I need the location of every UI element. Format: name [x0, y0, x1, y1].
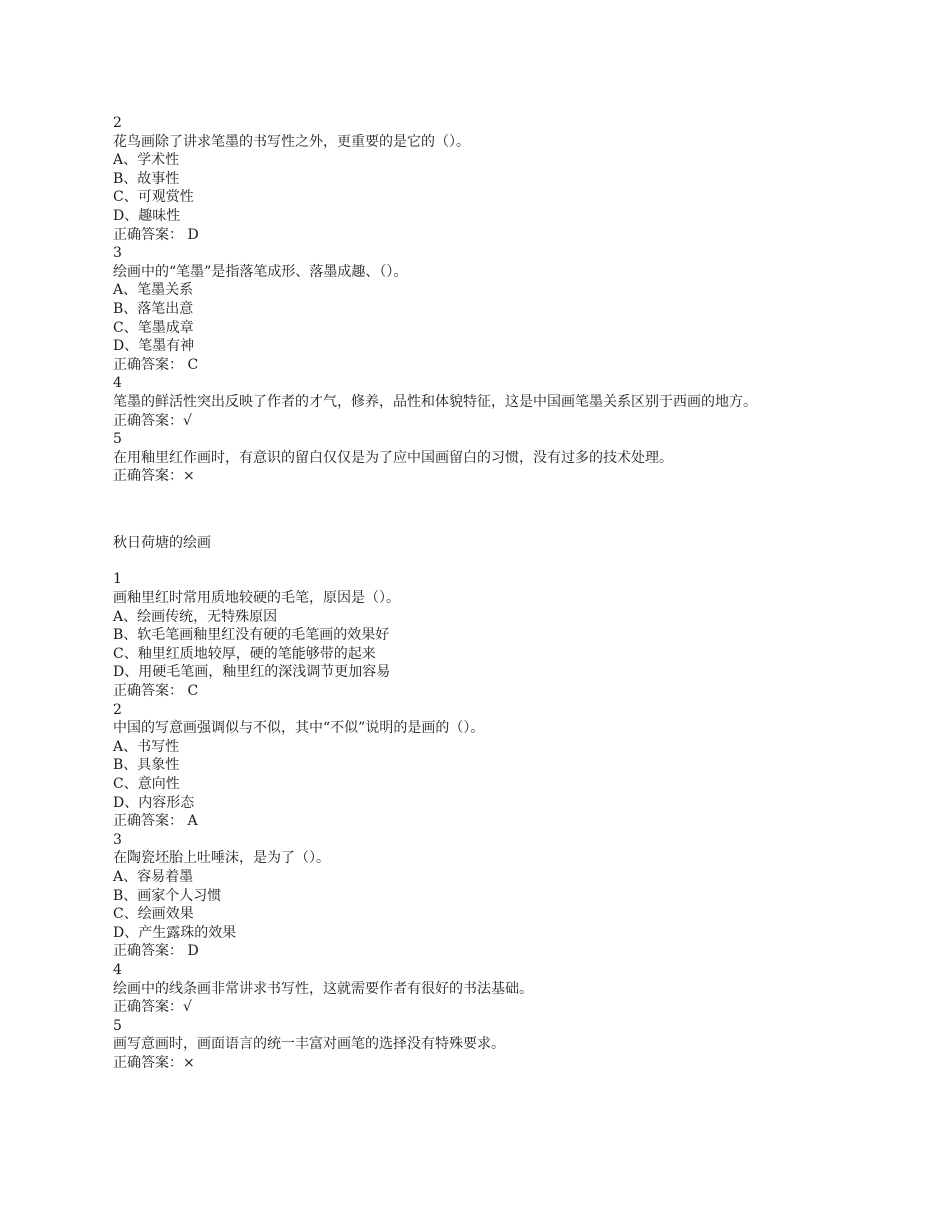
correct-answer: 正确答案： A [113, 813, 198, 830]
answer-option: B、软毛笔画釉里红没有硬的毛笔画的效果好 [113, 627, 390, 644]
question-number: 3 [113, 831, 122, 848]
question-stem: 画釉里红时常用质地较硬的毛笔，原因是（）。 [113, 590, 400, 607]
document-page [113, 114, 843, 1073]
question-block [113, 430, 843, 486]
answer-option: A、绘画传统，无特殊原因 [113, 608, 278, 625]
answer-option: A、学术性 [113, 152, 180, 169]
question-block [113, 701, 843, 831]
question-block [113, 961, 843, 1017]
question-stem: 笔墨的鲜活性突出反映了作者的才气，修养，品性和体貌特征，这是中国画笔墨关系区别于西画的地方。 [113, 393, 757, 410]
correct-answer: 正确答案：× [113, 1054, 195, 1071]
question-section-2 [113, 570, 843, 1072]
question-stem: 绘画中的线条画非常讲求书写性，这就需要作者有很好的书法基础。 [113, 980, 533, 997]
answer-option: D、内容形态 [113, 794, 195, 811]
question-number: 2 [113, 115, 122, 131]
question-stem: 中国的写意画强调似与不似，其中“不似”说明的是画的（）。 [113, 720, 485, 737]
section-spacer [113, 486, 843, 534]
answer-option: A、容易着墨 [113, 868, 194, 885]
answer-option: A、笔墨关系 [113, 282, 194, 299]
question-stem: 在用釉里红作画时，有意识的留白仅仅是为了应中国画留白的习惯，没有过多的技术处理。 [113, 449, 673, 466]
answer-option: C、绘画效果 [113, 906, 194, 923]
question-number: 2 [113, 701, 122, 718]
correct-answer: 正确答案：√ [113, 412, 192, 429]
answer-option: B、画家个人习惯 [113, 887, 222, 904]
answer-option: C、釉里红质地较厚，硬的笔能够带的起来 [113, 645, 376, 662]
question-block [113, 244, 843, 374]
question-number: 4 [113, 375, 122, 392]
answer-option: D、趣味性 [113, 207, 181, 224]
answer-option: D、产生露珠的效果 [113, 924, 237, 941]
question-block [113, 374, 843, 430]
section-title: 秋日荷塘的绘画 [113, 534, 211, 551]
question-stem: 在陶瓷坯胎上吐唾沫，是为了（）。 [113, 850, 330, 867]
answer-option: D、笔墨有神 [113, 338, 195, 355]
correct-answer: 正确答案： D [113, 226, 199, 243]
answer-option: B、落笔出意 [113, 300, 194, 317]
question-block [113, 570, 843, 700]
question-section-1 [113, 114, 843, 486]
question-number: 3 [113, 245, 122, 262]
answer-option: C、可观赏性 [113, 189, 194, 206]
question-stem: 绘画中的“笔墨”是指落笔成形、落墨成趣、（）。 [113, 263, 408, 280]
answer-option: C、笔墨成章 [113, 319, 194, 336]
question-number: 5 [113, 1017, 122, 1034]
correct-answer: 正确答案：√ [113, 999, 192, 1016]
answer-option: A、书写性 [113, 738, 180, 755]
correct-answer: 正确答案： C [113, 683, 199, 700]
question-number: 4 [113, 961, 122, 978]
answer-option: B、故事性 [113, 170, 180, 187]
correct-answer: 正确答案： D [113, 943, 199, 960]
answer-option: C、意向性 [113, 776, 180, 792]
question-block [113, 114, 843, 244]
question-stem: 画写意画时，画面语言的统一丰富对画笔的选择没有特殊要求。 [113, 1036, 505, 1053]
correct-answer: 正确答案：× [113, 468, 195, 485]
answer-option: B、具象性 [113, 757, 180, 774]
section-spacer [113, 552, 843, 570]
question-number: 1 [113, 571, 122, 588]
question-number: 5 [113, 431, 122, 448]
answer-option: D、用硬毛笔画，釉里红的深浅调节更加容易 [113, 664, 391, 681]
correct-answer: 正确答案： C [113, 356, 199, 373]
question-stem: 花鸟画除了讲求笔墨的书写性之外，更重要的是它的（）。 [113, 133, 470, 150]
question-block [113, 831, 843, 961]
question-block [113, 1017, 843, 1073]
